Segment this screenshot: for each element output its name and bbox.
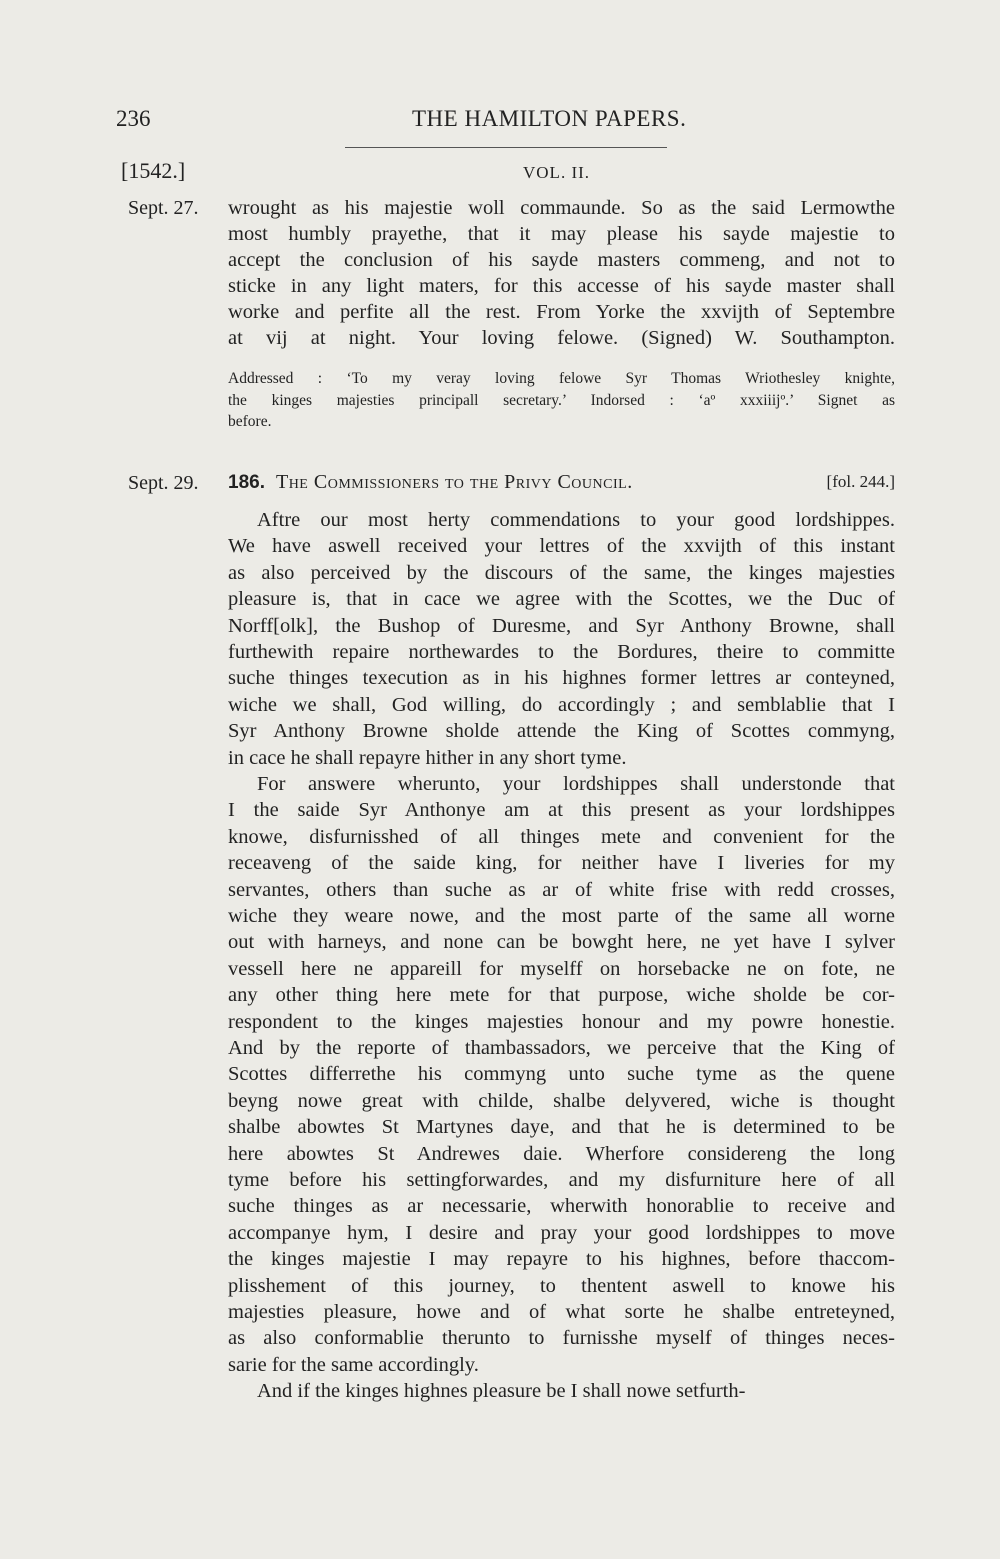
margin-date: Sept. 27.	[128, 197, 199, 219]
text-line: suche thinges as ar necessarie, wherwith honorablie to receive and	[228, 1195, 895, 1217]
document-heading	[228, 471, 895, 494]
note-line: Addressed : ‘To my veray loving felowe Syr Thomas Wriothesley knighte,	[228, 370, 895, 387]
paragraph-first-line: And if the kinges highnes pleasure be I shall nowe setfurth-	[257, 1380, 746, 1402]
text-line: vessell here ne appareill for myselff on horsebacke ne on fote, ne	[228, 958, 895, 980]
text-line: worke and perfite all the rest. From Yorke the xxvijth of Septembre	[228, 301, 895, 323]
text-line: in cace he shall repayre hither in any short tyme.	[228, 747, 627, 769]
paragraph-first-line: For answere wherunto, your lordshippes shall understonde that	[257, 773, 895, 795]
text-line: Syr Anthony Browne sholde attende the King of Scottes commyng,	[228, 720, 895, 742]
volume-marker: VOL. II.	[523, 163, 591, 182]
text-line: accept the conclusion of his sayde masters commeng, and not to	[228, 249, 895, 271]
text-line: beyng nowe great with childe, shalbe delyvered, wiche is thought	[228, 1090, 895, 1112]
text-line: knowe, disfurnisshed of all thinges mete and convenient for the	[228, 826, 895, 848]
running-title: THE HAMILTON PAPERS.	[412, 106, 687, 131]
text-line: receaveng of the saide king, for neither have I liveries for my	[228, 852, 895, 874]
text-line: Norff[olk], the Bushop of Duresme, and Syr Anthony Browne, shall	[228, 615, 895, 637]
text-line: servantes, others than suche as ar of white frise with redd crosses,	[228, 879, 895, 901]
text-line: I the saide Syr Anthonye am at this present as your lordshippes	[228, 799, 895, 821]
text-line: here abowtes St Andrewes daie. Wherfore considereng the long	[228, 1143, 895, 1165]
text-line: wiche we shall, God willing, do accordingly ; and semblablie that I	[228, 694, 895, 716]
text-line: plisshement of this journey, to thentent aswell to knowe his	[228, 1275, 895, 1297]
text-line: at vij at night. Your loving felowe. (Signed) W. Southampton.	[228, 327, 895, 349]
text-line: any other thing here mete for that purpose, wiche sholde be cor-	[228, 984, 895, 1006]
header-rule	[345, 147, 667, 148]
folio-reference: [fol. 244.]	[826, 472, 895, 491]
page-number: 236	[116, 106, 151, 131]
text-line: as also conformablie therunto to furnisshe myself of thinges neces-	[228, 1327, 895, 1349]
text-line: out with harneys, and none can be bowght here, ne yet have I sylver	[228, 931, 895, 953]
text-line: most humbly prayethe, that it may please his sayde majestie to	[228, 223, 895, 245]
text-line: sarie for the same accordingly.	[228, 1354, 479, 1376]
text-line: tyme before his settingforwardes, and my disfurniture here of all	[228, 1169, 895, 1191]
text-line: pleasure is, that in cace we agree with the Scottes, we the Duc of	[228, 588, 895, 610]
text-line: majesties pleasure, howe and of what sorte he shalbe entreteyned,	[228, 1301, 895, 1323]
text-line: respondent to the kinges majesties honour and my powre honestie.	[228, 1011, 895, 1033]
text-line: We have aswell received your lettres of the xxvijth of this instant	[228, 535, 895, 557]
year-marker: [1542.]	[121, 158, 186, 183]
text-line: shalbe abowtes St Martynes daye, and that he is determined to be	[228, 1116, 895, 1138]
text-line: as also perceived by the discours of the same, the kinges majesties	[228, 562, 895, 584]
text-line: accompanye hym, I desire and pray your good lordshippes to move	[228, 1222, 895, 1244]
text-line: suche thinges texecution as in his highnes former lettres ar conteyned,	[228, 667, 895, 689]
note-line: the kinges majesties principall secretary.’ Indorsed : ‘aº xxxiiijº.’ Signet as	[228, 392, 895, 409]
text-line: Scottes differrethe his commyng unto suche tyme as the quene	[228, 1063, 895, 1085]
margin-date: Sept. 29.	[128, 472, 199, 494]
text-line: wrought as his majestie woll commaunde. So as the said Lermowthe	[228, 197, 895, 219]
document-title: The Commissioners to the Privy Council.	[275, 471, 633, 493]
text-line: the kinges majestie I may repayre to his highnes, before thaccom-	[228, 1248, 895, 1270]
text-line: And by the reporte of thambassadors, we perceive that the King of	[228, 1037, 895, 1059]
text-line: sticke in any light maters, for this accesse of his sayde master shall	[228, 275, 895, 297]
note-line: before.	[228, 413, 272, 430]
text-line: wiche they weare nowe, and the most parte of the same all worne	[228, 905, 895, 927]
text-line: furthewith repaire northewardes to the Bordures, theire to committe	[228, 641, 895, 663]
document-number: 186.	[228, 472, 265, 493]
paragraph-first-line: Aftre our most herty commendations to your good lordshippes.	[257, 509, 895, 531]
